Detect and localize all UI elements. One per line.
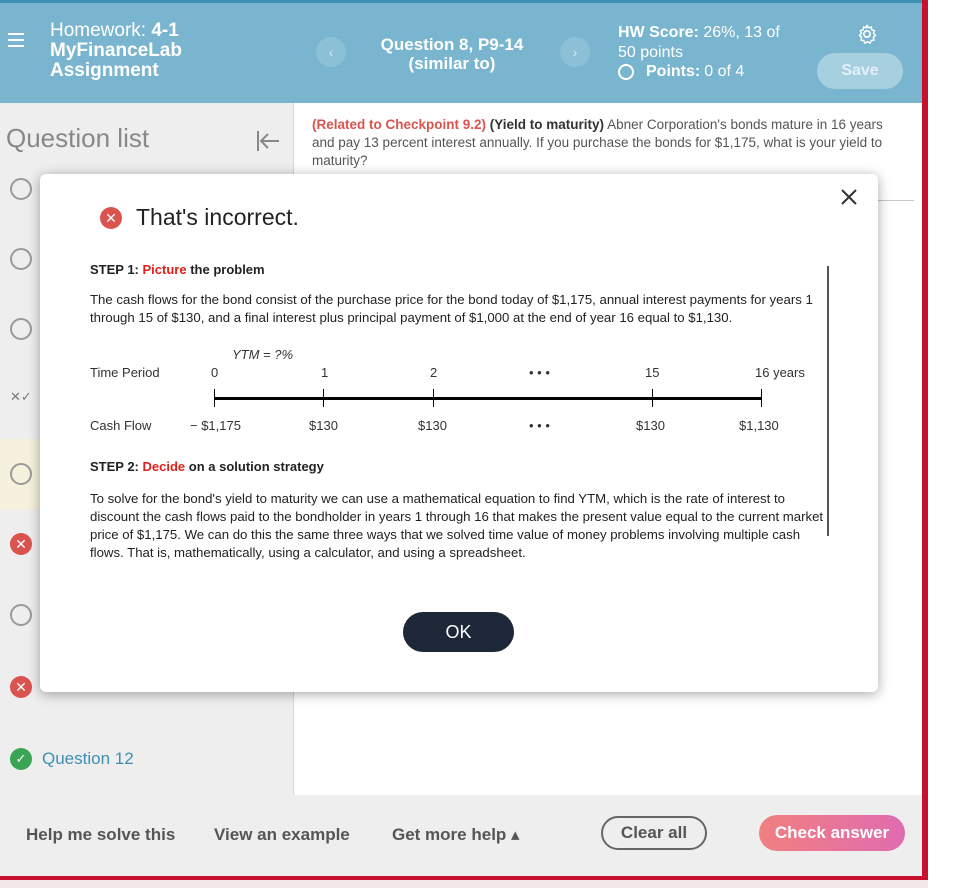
divider <box>878 200 914 201</box>
cash-flow-value: $1,130 <box>739 418 779 433</box>
unanswered-icon <box>10 463 32 485</box>
step-2-text: To solve for the bond's yield to maturity we can use a mathematical equation to find YTM, which is the rate of interest to discount the cash flows paid to the bondholder in years 1 through 16 that makes the present value equal to the current market price of $1,175. We can do this the same three ways that we solved time value of money problems involving multiple cash flows. That is, mathematically, using a calculator, and using a spreadsheet. <box>90 491 824 560</box>
period-label: 15 <box>645 365 660 380</box>
question-title <box>360 35 544 73</box>
incorrect-icon: ✕ <box>100 207 122 229</box>
points-status-icon <box>618 64 634 80</box>
ytm-label: YTM = ?% <box>232 347 294 362</box>
feedback-heading <box>100 204 299 231</box>
period-label: 2 <box>430 365 438 380</box>
question-body: Abner Corporation's bonds mature in 16 years and pay 13 percent interest annually. If you purchase the bonds for $1,175, what is your yield to maturity? <box>312 117 883 168</box>
cash-flow-value: − $1,175 <box>190 418 241 433</box>
time-period-label: Time Period <box>90 365 160 380</box>
step-1-rest: the problem <box>186 262 265 277</box>
previous-question-button[interactable]: ‹ <box>316 37 346 67</box>
step-1-keyword: Picture <box>142 262 187 277</box>
hw-number: 4-1 <box>151 20 179 41</box>
step-1-text: The cash flows for the bond consist of the purchase price for the bond today of $1,175, annual interest payments for years 1 through 15 of $130, and a final interest plus principal payment of $1,000 at the end of year 16 equal to $1,130. <box>90 292 813 325</box>
solution-scroll-area[interactable] <box>90 262 830 568</box>
menu-icon[interactable] <box>8 33 24 47</box>
timeline-tick <box>214 389 215 407</box>
question-number: Question 8, P9-14 <box>380 35 524 54</box>
unanswered-icon <box>10 178 32 200</box>
get-more-help-button[interactable]: Get more help ▴ <box>392 825 520 844</box>
feedback-dialog <box>40 174 878 692</box>
question-list-title: Question list <box>6 123 150 153</box>
next-question-button[interactable]: › <box>560 37 590 67</box>
timeline-tick <box>652 389 653 407</box>
window-outside <box>928 0 958 888</box>
question-12-label[interactable]: Question 12 <box>42 749 134 768</box>
close-icon[interactable] <box>838 186 860 208</box>
timeline-tick <box>433 389 434 407</box>
step-2-prefix: STEP 2: <box>90 459 143 474</box>
clear-all-button[interactable]: Clear all <box>601 816 707 850</box>
timeline-tick <box>761 389 762 407</box>
step-1-prefix: STEP 1: <box>90 262 143 277</box>
step-2-keyword: Decide <box>142 459 186 474</box>
period-label: 0 <box>211 365 219 380</box>
points-value: 0 of 4 <box>704 63 745 80</box>
view-example-button[interactable]: View an example <box>214 825 350 844</box>
unanswered-icon <box>10 604 32 626</box>
timeline-axis <box>214 397 762 400</box>
unanswered-icon <box>10 248 32 270</box>
hw-assignment: Assignment <box>50 60 159 81</box>
period-label: 1 <box>321 365 329 380</box>
ok-button[interactable]: OK <box>403 612 514 652</box>
incorrect-icon: ✕ <box>10 676 32 698</box>
hw-score <box>618 23 780 63</box>
window-frame-bottom <box>0 876 928 888</box>
cash-flow-value: $130 <box>636 418 665 433</box>
collapse-panel-icon[interactable] <box>255 129 281 153</box>
unanswered-icon <box>10 318 32 340</box>
hw-label: Homework: <box>50 20 152 41</box>
help-me-solve-button[interactable]: Help me solve this <box>26 825 176 844</box>
incorrect-icon: ✕ <box>10 533 32 555</box>
related-checkpoint: (Related to Checkpoint 9.2) <box>312 117 487 132</box>
period-label: 16 years <box>755 365 805 380</box>
hw-score-label: HW Score: <box>618 24 704 41</box>
cash-flow-timeline <box>90 345 830 445</box>
question-topic: (Yield to maturity) <box>489 117 605 132</box>
cash-flow-ellipsis: • • • <box>529 418 550 433</box>
step-2-title <box>90 459 830 474</box>
partial-credit-icon: ✕✓ <box>10 389 32 404</box>
points-label: Points: <box>646 63 701 80</box>
question-similar: (similar to) <box>408 54 496 73</box>
period-ellipsis: • • • <box>529 365 550 380</box>
timeline-tick <box>323 389 324 407</box>
cash-flow-value: $130 <box>418 418 447 433</box>
hw-score-value: 26%, 13 of <box>703 24 780 41</box>
scrollbar[interactable] <box>827 266 829 536</box>
gear-icon[interactable] <box>856 23 878 45</box>
step-2-rest: on a solution strategy <box>185 459 324 474</box>
bottom-toolbar <box>0 795 922 876</box>
question-text <box>312 116 902 170</box>
points <box>618 63 744 81</box>
hw-course: MyFinanceLab <box>50 40 182 61</box>
top-header <box>0 0 922 103</box>
check-answer-button[interactable]: Check answer <box>759 815 905 851</box>
feedback-heading-text: That's incorrect. <box>136 204 299 230</box>
cash-flow-label: Cash Flow <box>90 418 152 433</box>
hw-score-total: 50 points <box>618 44 683 61</box>
cash-flow-value: $130 <box>309 418 338 433</box>
step-1-title <box>90 262 830 277</box>
correct-icon: ✓ <box>10 748 32 770</box>
save-button[interactable]: Save <box>817 53 903 89</box>
homework-title <box>50 21 210 81</box>
